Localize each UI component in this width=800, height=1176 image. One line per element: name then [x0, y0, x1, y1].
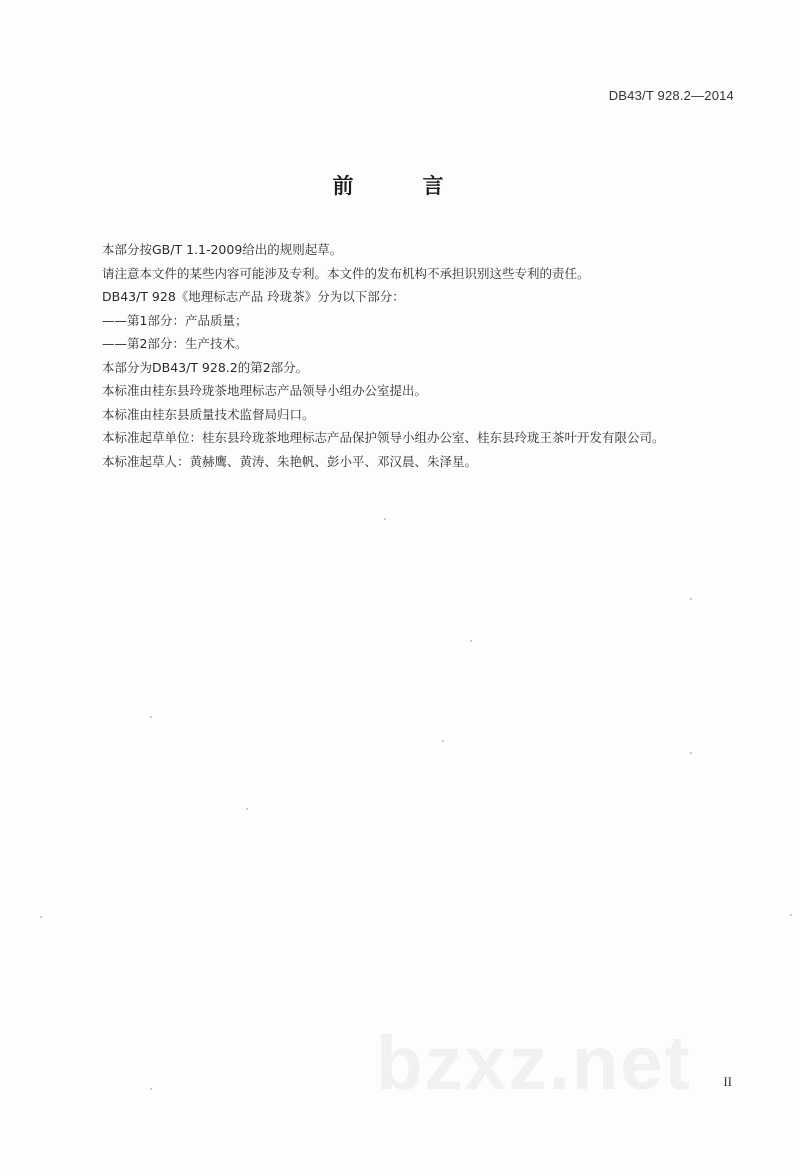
scan-speck — [150, 716, 152, 718]
paragraph: 本标准起草人：黄赫鹰、黄涛、朱艳帆、彭小平、邓汉晨、朱泽星。 — [102, 453, 478, 469]
scan-speck — [40, 916, 42, 918]
scan-speck — [690, 598, 692, 600]
page-title: 前 言 — [332, 174, 468, 198]
paragraph: 本标准由桂东县质量技术监督局归口。 — [102, 406, 315, 422]
paragraph: 本标准由桂东县玲珑茶地理标志产品领导小组办公室提出。 — [102, 383, 428, 398]
standard-code: DB43/T 928.2—2014 — [608, 88, 734, 103]
paragraph: 本部分为DB43/T 928.2的第2部分。 — [102, 359, 309, 375]
scan-speck — [470, 640, 472, 642]
paragraph: ——第1部分：产品质量； — [102, 312, 248, 328]
scan-speck — [150, 1088, 152, 1090]
scan-speck — [384, 518, 386, 520]
page-number: II — [723, 1074, 732, 1089]
paragraph: DB43/T 928《地理标志产品 玲珑茶》分为以下部分： — [102, 289, 405, 304]
foreword-body — [86, 238, 746, 473]
scan-speck — [790, 914, 792, 916]
scan-speck — [246, 808, 248, 810]
scan-speck — [442, 740, 444, 742]
paragraph: 请注意本文件的某些内容可能涉及专利。本文件的发布机构不承担识别这些专利的责任。 — [102, 265, 590, 281]
scan-speck — [690, 752, 692, 754]
watermark-logo: bzxz.net — [376, 1021, 692, 1106]
paragraph: 本部分按GB/T 1.1-2009给出的规则起草。 — [102, 242, 343, 257]
paragraph: ——第2部分：生产技术。 — [102, 336, 248, 351]
paragraph: 本标准起草单位：桂东县玲珑茶地理标志产品保护领导小组办公室、桂东县玲珑王茶叶开发有限公司。 — [102, 430, 665, 445]
